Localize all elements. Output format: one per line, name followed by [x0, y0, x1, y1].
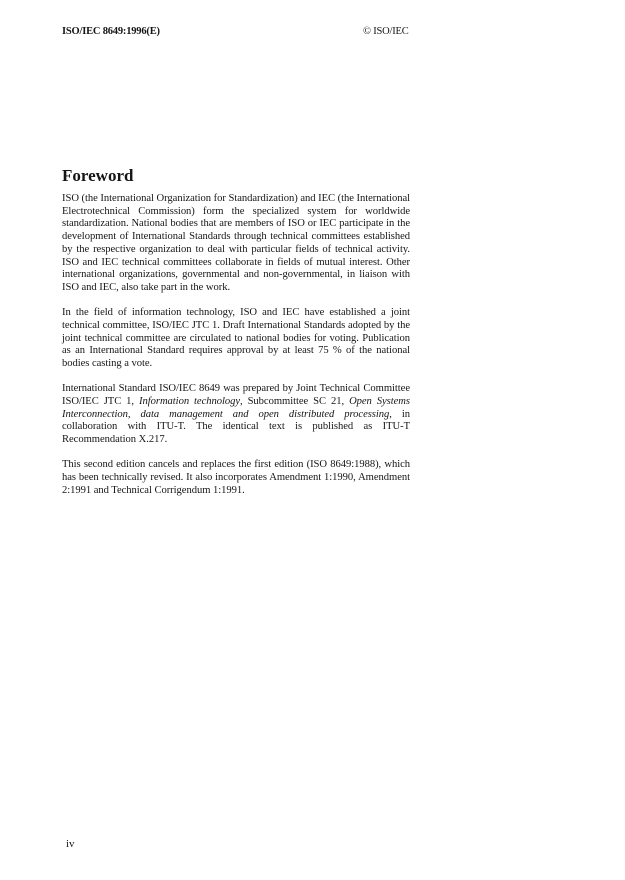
paragraph-iso-iec-intro: ISO (the International Organization for Standardization) and IEC (the International Electrotechnical Commission) form the specialized system for worldwide standardization. National bodies that are members of ISO or IEC participate in the development of International Standards through technical committees established by the respective organization to deal with particular fields of technical activity. ISO and IEC technical committees collaborate in fields of mutual interest. Other international organizations, governmental and non-governmental, in liaison with ISO and IEC, also take part in the work.	[62, 193, 410, 293]
paragraph-preparation	[62, 383, 410, 447]
copyright-notice: © ISO/IEC	[363, 26, 409, 37]
paragraph-jtc1: In the field of information technology, ISO and IEC have established a joint technical committee, ISO/IEC JTC 1. Draft International Standards adopted by the joint technical committee are circulated to national bodies for voting. Publication as an International Standard requires approval by at least 75 % of the national bodies casting a vote.	[62, 307, 410, 369]
paragraph-edition: This second edition cancels and replaces the first edition (ISO 8649:1988), which has been technically revised. It also incorporates Amendment 1:1990, Amendment 2:1991 and Technical Corrigendum 1:1991.	[62, 459, 410, 496]
document-identifier: ISO/IEC 8649:1996(E)	[62, 26, 160, 37]
preparation-text-1: International Standard ISO/IEC 8649 was prepared by Joint Technical Committee ISO/IEC JTC 1,	[62, 383, 410, 407]
preparation-text-3: , in collaboration with ITU-T. The identical text is published as ITU-T Recommendation X.217.	[62, 408, 410, 445]
preparation-committee-title: Information technology	[139, 395, 241, 407]
foreword-body	[62, 193, 410, 510]
preparation-subcommittee-title: Open Systems Interconnection, data management and open distributed processing	[62, 395, 410, 420]
page-number: iv	[66, 838, 75, 850]
section-title: Foreword	[62, 166, 134, 185]
preparation-text-2: , Subcommittee SC 21,	[240, 395, 350, 407]
